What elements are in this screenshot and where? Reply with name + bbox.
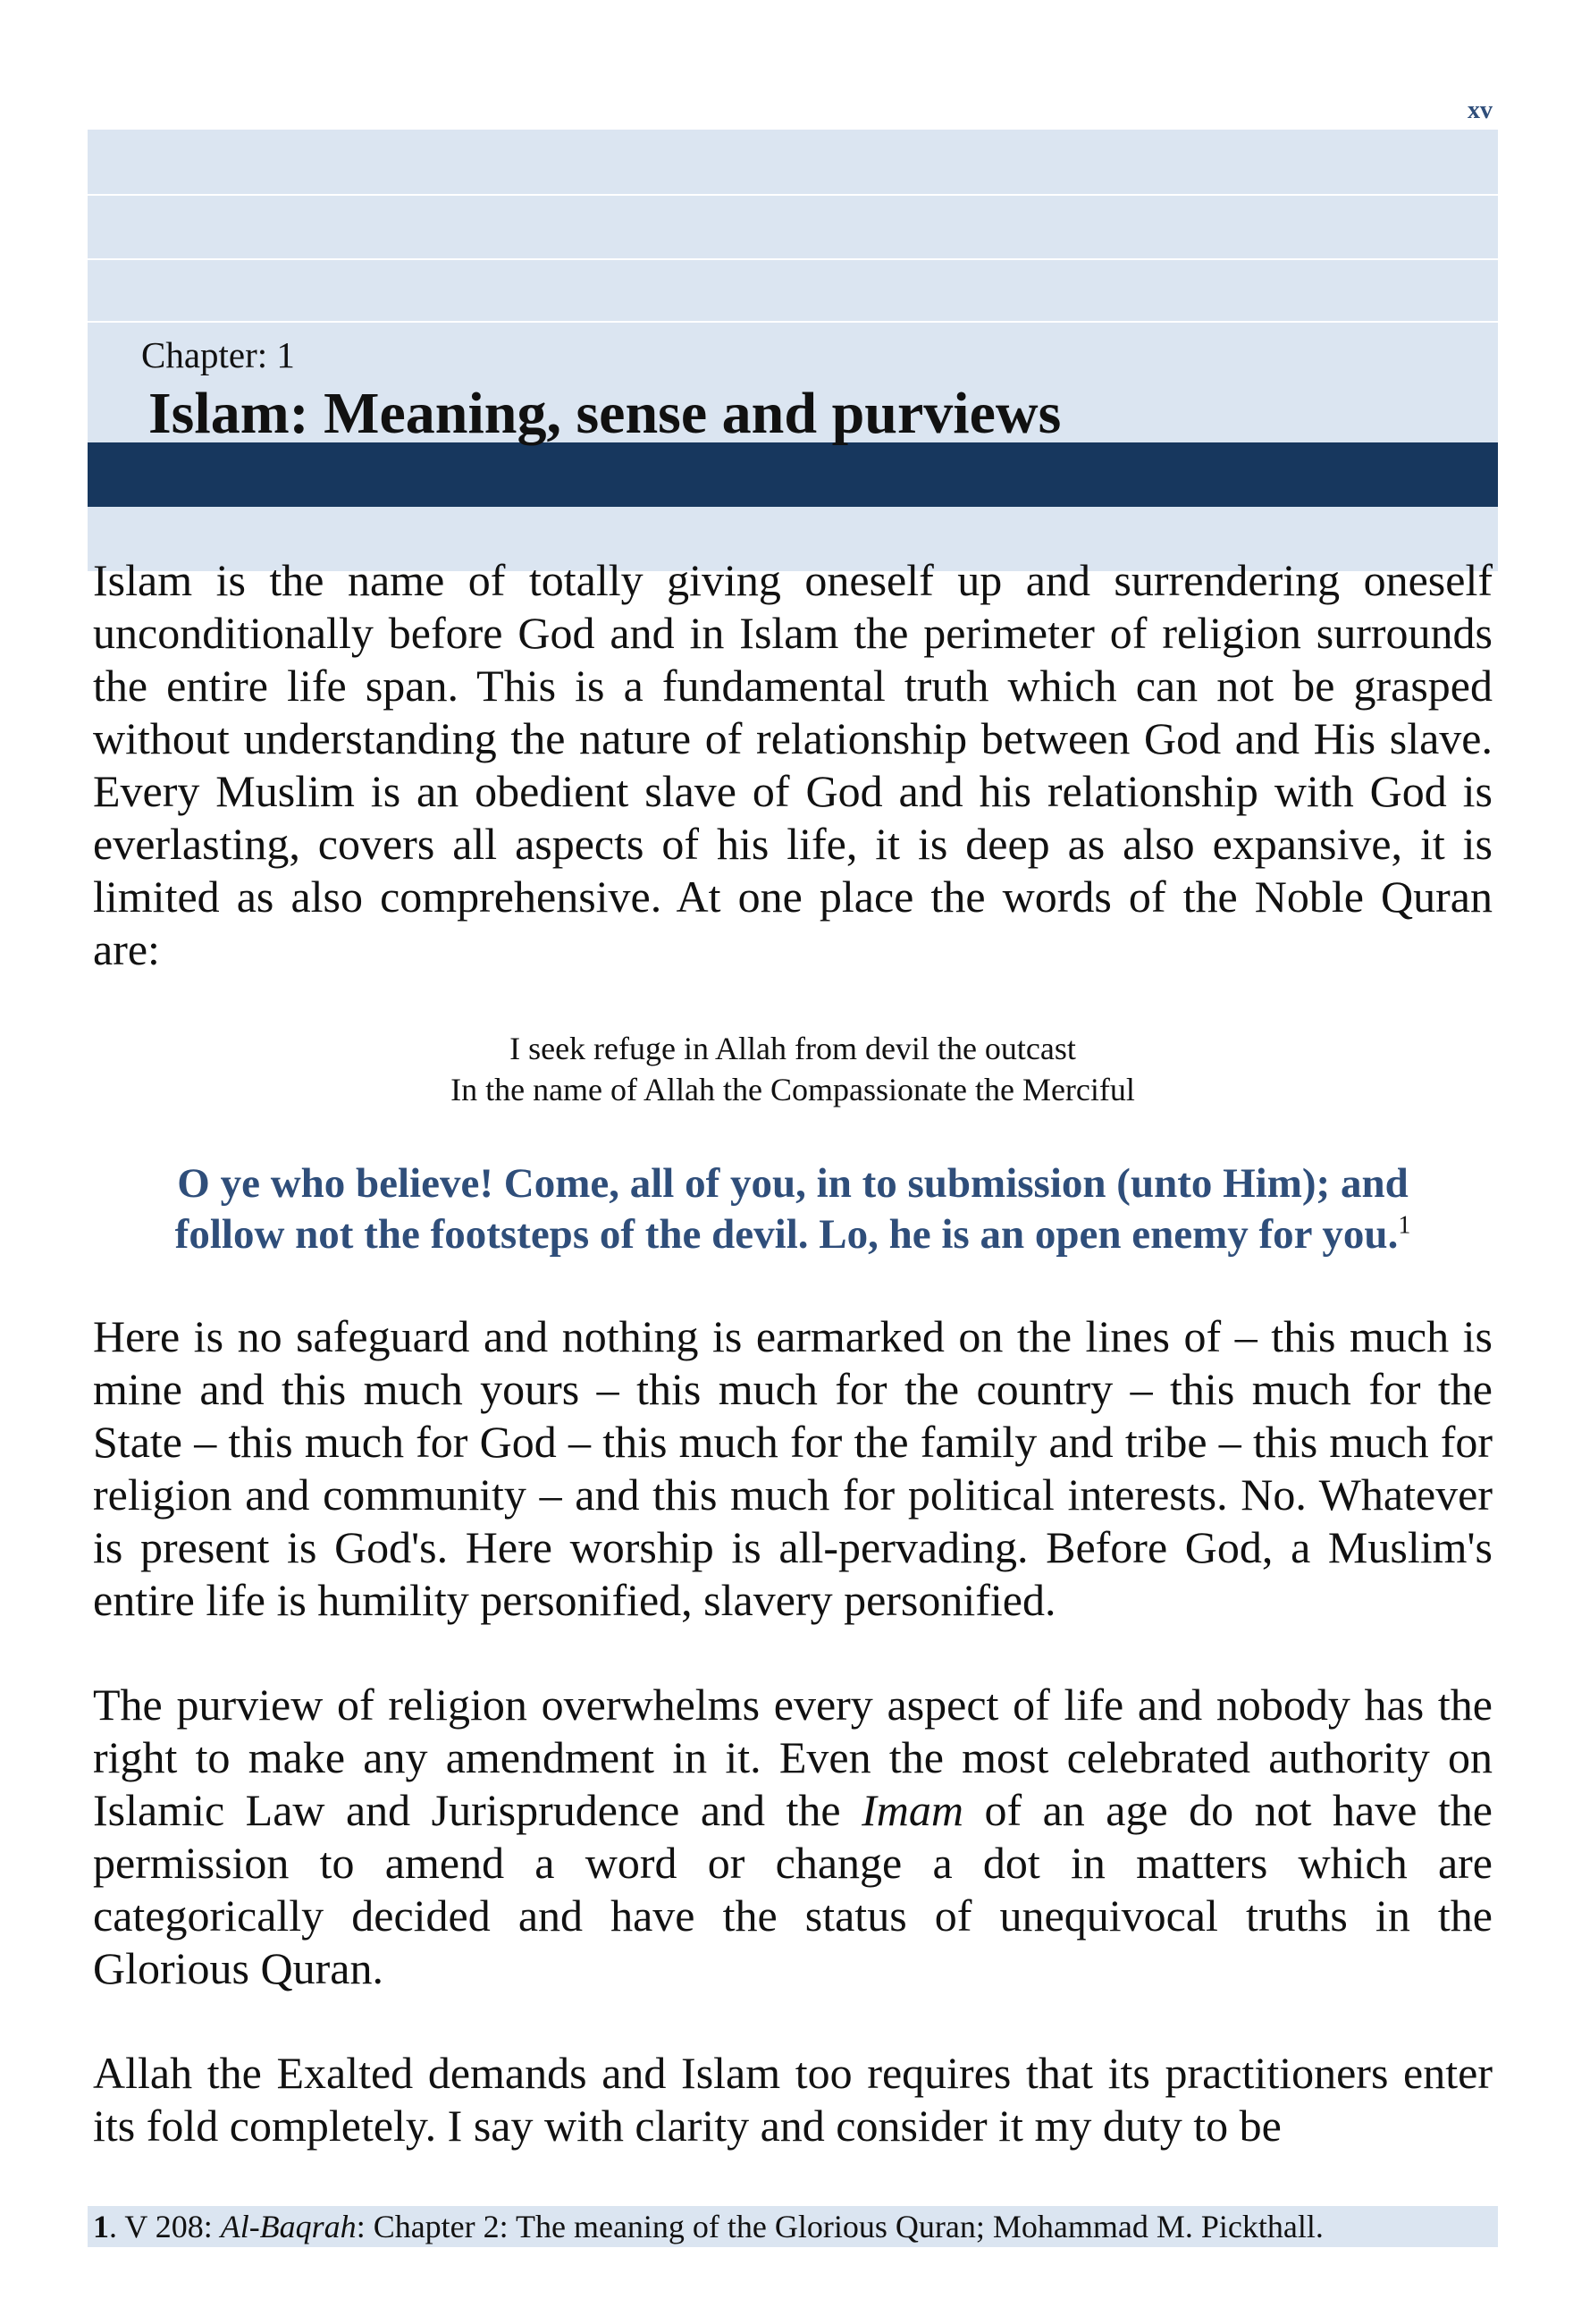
footnote-text — [88, 2206, 1498, 2247]
footnote-verse: . V 208: — [109, 2209, 221, 2244]
verse-line: O ye who believe! Come, all of you, in to submission (unto Him); and — [177, 1160, 1409, 1207]
header-dark-bar — [88, 442, 1498, 507]
invocation-line: I seek refuge in Allah from devil the outcast — [509, 1031, 1076, 1066]
paragraph-purview — [93, 1679, 1493, 1995]
quran-verse — [93, 1158, 1493, 1260]
paragraph-intro: Islam is the name of totally giving oneself up and surrendering oneself unconditionally before God and in Islam the perimeter of religion surrounds the entire life span. This is a fundamental truth which can not be grasped without understanding the nature of relationship between God and His slave. Every Muslim is an obedient slave of God and his relationship with God is everlasting, covers all aspects of his life, it is deep as also expansive, it is limited as also comprehensive. At one place the words of the Noble Quran are: — [93, 555, 1493, 974]
footnote-reference[interactable]: 1 — [1398, 1211, 1411, 1240]
text-run: The purview of religion overwhelms every aspect of life and nobody has the right to make any amendment in it. Even the most celebrated authority on Islamic Law and Jurisprudence and the — [93, 1680, 1493, 1835]
chapter-title: Islam: Meaning, sense and purviews — [148, 381, 1062, 446]
footnote — [88, 2206, 1498, 2247]
verse-line: follow not the footsteps of the devil. Lo, he is an open enemy for you. — [174, 1211, 1399, 1258]
header-band — [88, 260, 1498, 321]
invocation-block — [93, 1028, 1493, 1110]
footnote-source: : Chapter 2: The meaning of the Glorious Quran; Mohammad M. Pickthall. — [356, 2209, 1324, 2244]
paragraph-safeguard: Here is no safeguard and nothing is earmarked on the lines of – this much is mine and this much yours – this much for the country – this much for the State – this much for God – this much for the family and tribe – this much for religion and community – and this much for political interests. No. Whatever is present is God's. Here worship is all-pervading. Before God, a Muslim's entire life is humility personified, slavery personified. — [93, 1311, 1493, 1625]
body-content — [93, 554, 1493, 2204]
header-band — [88, 196, 1498, 258]
italic-term: Imam — [862, 1785, 963, 1835]
footnote-number: 1 — [93, 2209, 109, 2244]
paragraph-demands: Allah the Exalted demands and Islam too requires that its practitioners enter its fold completely. I say with clarity and consider it my duty to be — [93, 2048, 1493, 2151]
chapter-header — [88, 130, 1498, 507]
invocation-line: In the name of Allah the Compassionate the Merciful — [450, 1072, 1135, 1107]
page-number: xv — [1468, 97, 1493, 124]
chapter-label: Chapter: 1 — [141, 334, 295, 375]
footnote-surah: Al-Baqrah — [220, 2209, 357, 2244]
header-band — [88, 130, 1498, 194]
text-run: of an age do not have the permission to amend a word or change a dot in matters which are categorically decided and have the status of unequivocal truths in the Glorious Quran. — [93, 1785, 1493, 1993]
